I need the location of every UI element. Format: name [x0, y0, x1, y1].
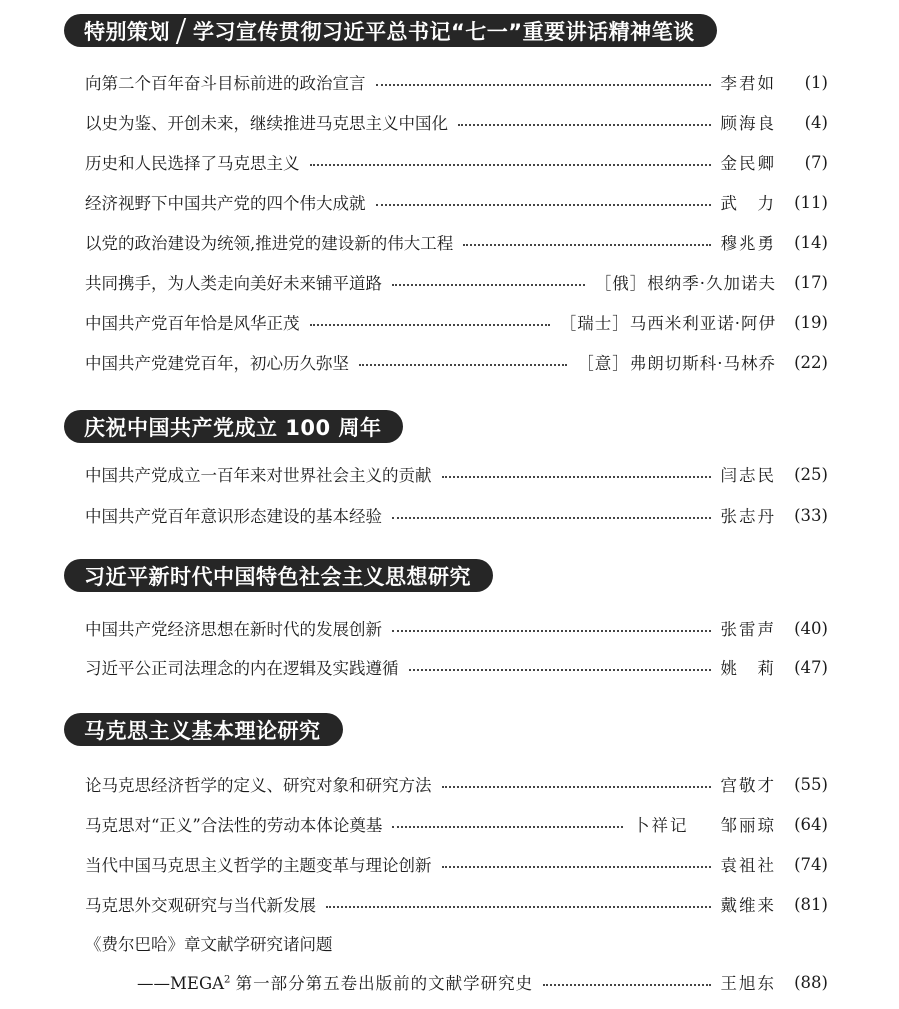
entry-author: ［俄］根纳季·久加诺夫: [594, 274, 776, 293]
entry-author: 戴维来: [720, 896, 776, 915]
entry-author: 王旭东: [720, 974, 776, 993]
toc-entry[interactable]: [85, 460, 828, 488]
section-header-label: 习近平新时代中国特色社会主义思想研究: [84, 564, 471, 589]
dot-leader: [376, 84, 711, 86]
entry-title: 中国共产党建党百年，初心历久弥坚: [85, 354, 349, 373]
entry-title: 论马克思经济哲学的定义、研究对象和研究方法: [85, 776, 432, 795]
dot-leader: [392, 826, 623, 828]
section-header-centenary: [64, 410, 403, 443]
dot-leader: [442, 866, 711, 868]
entry-page: (40): [794, 618, 828, 638]
entry-title: 中国共产党百年恰是风华正茂: [85, 314, 300, 333]
entry-page: (88): [794, 972, 828, 992]
entry-page: (4): [804, 112, 828, 132]
section-header-subtitle: 学习宣传贯彻习近平总书记“七一”重要讲话精神笔谈: [193, 19, 695, 44]
entry-title: 以党的政治建设为统领,推进党的建设新的伟大工程: [85, 234, 454, 253]
entry-author: 卜祥记: [633, 816, 689, 835]
entry-page: (11): [794, 192, 828, 212]
dot-leader: [442, 476, 711, 478]
entry-title: 向第二个百年奋斗目标前进的政治宣言: [85, 74, 366, 93]
toc-entry[interactable]: [85, 268, 828, 296]
section-header-label: 特别策划: [84, 19, 170, 44]
entry-author: 袁祖社: [720, 856, 776, 875]
toc-entry[interactable]: [85, 770, 828, 798]
entry-author: 顾海良: [720, 114, 776, 133]
entry-title: 中国共产党成立一百年来对世界社会主义的贡献: [85, 466, 432, 485]
entry-page: (47): [794, 657, 828, 677]
dot-leader: [409, 669, 711, 671]
toc-entry[interactable]: [85, 228, 828, 256]
toc-entry[interactable]: [85, 614, 828, 642]
entry-author: 穆兆勇: [720, 234, 776, 253]
section-header-marxism-theory: [64, 713, 343, 746]
entry-page: (33): [794, 505, 828, 525]
entry-page: (19): [794, 312, 828, 332]
toc-entry[interactable]: [85, 108, 828, 136]
entry-author: 张雷声: [720, 620, 776, 639]
section-header-label: 庆祝中国共产党成立 100 周年: [84, 415, 382, 440]
entry-page: (64): [794, 814, 828, 834]
dot-leader: [458, 124, 711, 126]
toc-entry[interactable]: [85, 188, 828, 216]
dot-leader: [376, 204, 711, 206]
section-header-special-feature: [64, 14, 717, 47]
entry-subtitle: [85, 970, 533, 994]
entry-title: 共同携手，为人类走向美好未来铺平道路: [85, 274, 382, 293]
entry-title: 《费尔巴哈》章文献学研究诸问题: [85, 935, 333, 954]
entry-title: 当代中国马克思主义哲学的主题变革与理论创新: [85, 856, 432, 875]
section-header-label: 马克思主义基本理论研究: [84, 718, 321, 743]
dot-leader: [392, 630, 711, 632]
entry-coauthor: 邹丽琼: [720, 816, 776, 835]
header-divider: [176, 18, 186, 44]
entry-author: 武 力: [720, 194, 776, 213]
entry-author: 金民卿: [720, 154, 776, 173]
subtitle-suffix: 第一部分第五卷出版前的文献学研究史: [235, 974, 534, 993]
entry-author: ［意］弗朗切斯科·马林乔: [577, 354, 776, 373]
subtitle-prefix: ——MEGA: [137, 974, 225, 993]
entry-title: 马克思对“正义”合法性的劳动本体论奠基: [85, 816, 383, 835]
entry-author: 闫志民: [720, 466, 776, 485]
entry-author: 张志丹: [720, 507, 776, 526]
entry-title: 中国共产党经济思想在新时代的发展创新: [85, 620, 382, 639]
toc-entry[interactable]: [85, 348, 828, 376]
subtitle-superscript: 2: [224, 974, 231, 986]
toc-entry[interactable]: [85, 810, 828, 838]
entry-page: (25): [794, 464, 828, 484]
dot-leader: [442, 786, 711, 788]
dot-leader: [463, 244, 710, 246]
toc-entry[interactable]: [85, 850, 828, 878]
toc-entry[interactable]: [85, 501, 828, 529]
toc-entry[interactable]: [85, 890, 828, 918]
entry-page: (7): [804, 152, 828, 172]
dot-leader: [543, 984, 710, 986]
dot-leader: [310, 164, 711, 166]
entry-page: (14): [794, 232, 828, 252]
entry-title: 历史和人民选择了马克思主义: [85, 154, 300, 173]
entry-title: 中国共产党百年意识形态建设的基本经验: [85, 507, 382, 526]
dot-leader: [310, 324, 550, 326]
entry-page: (55): [794, 774, 828, 794]
entry-page: (17): [794, 272, 828, 292]
entry-title: 马克思外交观研究与当代新发展: [85, 896, 316, 915]
dot-leader: [326, 906, 711, 908]
toc-entry[interactable]: [85, 308, 828, 336]
toc-entry[interactable]: [85, 68, 828, 96]
dot-leader: [359, 364, 567, 366]
toc-entry-subtitle[interactable]: [85, 968, 828, 996]
entry-title: 以史为鉴、开创未来，继续推进马克思主义中国化: [85, 114, 448, 133]
entry-page: (22): [794, 352, 828, 372]
entry-author: 宫敬才: [720, 776, 776, 795]
entry-page: (81): [794, 894, 828, 914]
entry-author: ［瑞士］马西米利亚诺·阿伊: [559, 314, 776, 333]
toc-entry[interactable]: [85, 148, 828, 176]
section-header-xi-thought: [64, 559, 493, 592]
toc-entry[interactable]: [85, 929, 828, 957]
toc-entry[interactable]: [85, 653, 828, 681]
entry-page: (1): [804, 72, 828, 92]
entry-author: 姚 莉: [720, 659, 776, 678]
entry-title: 习近平公正司法理念的内在逻辑及实践遵循: [85, 659, 399, 678]
dot-leader: [392, 284, 585, 286]
entry-page: (74): [794, 854, 828, 874]
dot-leader: [392, 517, 711, 519]
entry-author: 李君如: [720, 74, 776, 93]
entry-title: 经济视野下中国共产党的四个伟大成就: [85, 194, 366, 213]
